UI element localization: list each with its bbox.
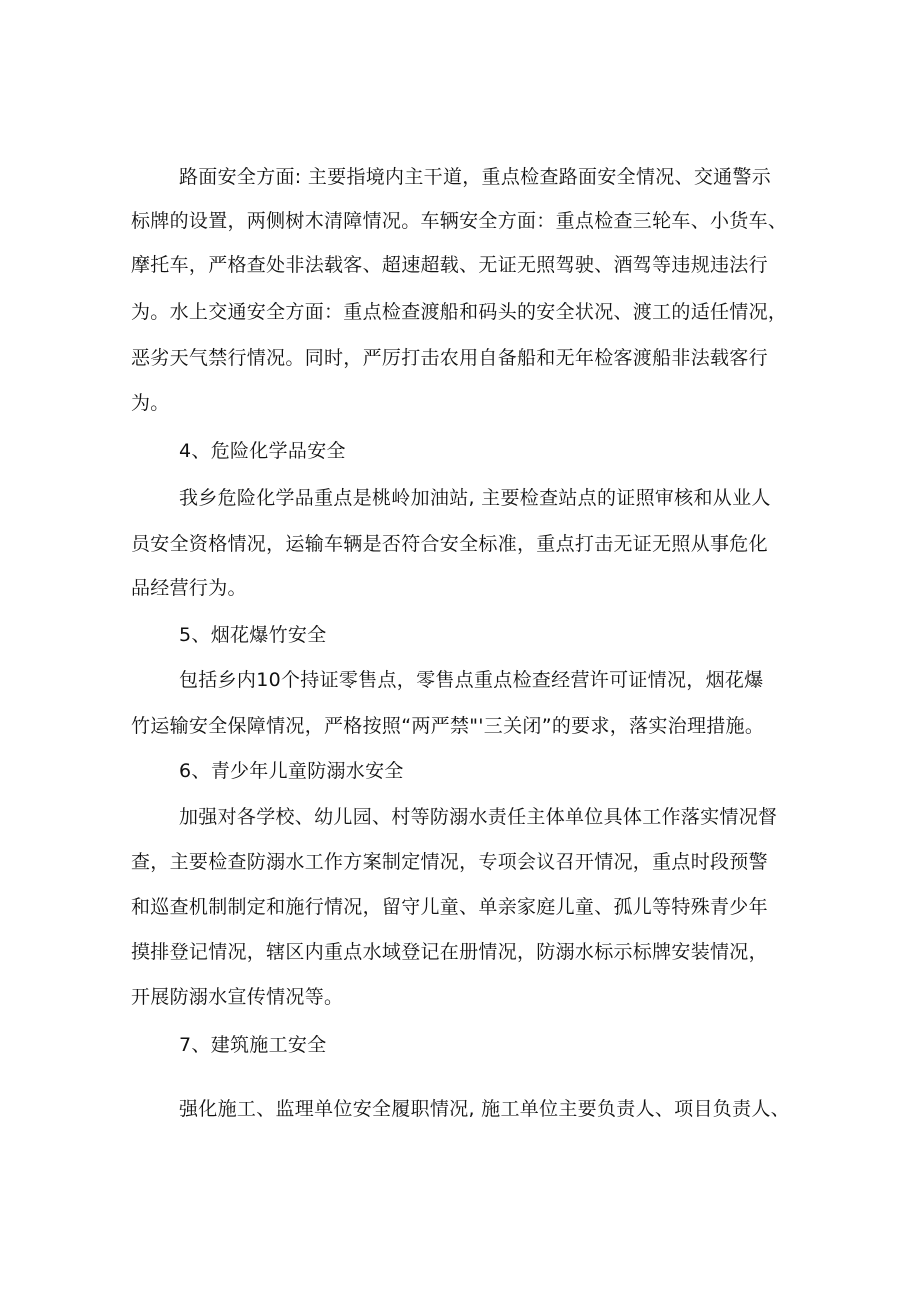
text-line: 恶劣天气禁行情况。同时，严厉打击农用自备船和无年检客渡船非法载客行 xyxy=(131,347,768,369)
section-heading: 4、危险化学品安全 xyxy=(179,440,346,462)
section-heading: 5、烟花爆竹安全 xyxy=(179,624,327,646)
section-heading: 6、青少年儿童防溺水安全 xyxy=(179,760,404,782)
text-line: 查，主要检查防溺水工作方案制定情况，专项会议召开情况，重点时段预警 xyxy=(131,851,768,873)
text-line: 为。水上交通安全方面：重点检查渡船和码头的安全状况、渡工的适任情况， xyxy=(131,301,788,323)
text-line: 强化施工、监理单位安全履职情况, 施工单位主要负责人、项目负责人、 xyxy=(179,1098,790,1120)
section-heading: 7、建筑施工安全 xyxy=(179,1034,327,1056)
text-line: 标牌的设置，两侧树木清障情况。车辆安全方面：重点检查三轮车、小货车、 xyxy=(131,210,788,232)
text-line: 竹运输安全保障情况，严格按照“两严禁"'三关闭”的要求，落实治理措施。 xyxy=(131,715,765,737)
text-line: 和巡查机制制定和施行情况，留守儿童、单亲家庭儿童、孤儿等特殊青少年 xyxy=(131,896,768,918)
text-line: 开展防溺水宣传情况等。 xyxy=(131,986,344,1008)
text-line: 为。 xyxy=(131,392,170,414)
text-line: 我乡危险化学品重点是桃岭加油站, 主要检查站点的证照审核和从业人 xyxy=(179,487,771,509)
text-line: 加强对各学校、幼儿园、村等防溺水责任主体单位具体工作落实情况督 xyxy=(179,806,778,828)
text-line: 员安全资格情况，运输车辆是否符合安全标准，重点打击无证无照从事危化 xyxy=(131,533,768,555)
text-line: 摩托车，严格查处非法载客、超速超载、无证无照驾驶、酒驾等违规违法行 xyxy=(131,254,768,276)
text-line: 路面安全方面: 主要指境内主干道，重点检查路面安全情况、交通警示 xyxy=(179,166,772,188)
text-line: 品经营行为。 xyxy=(131,577,247,599)
text-line: 包括乡内10个持证零售点，零售点重点检查经营许可证情况，烟花爆 xyxy=(179,669,764,691)
text-line: 摸排登记情况，辖区内重点水域登记在册情况，防溺水标示标牌安装情况， xyxy=(131,941,768,963)
